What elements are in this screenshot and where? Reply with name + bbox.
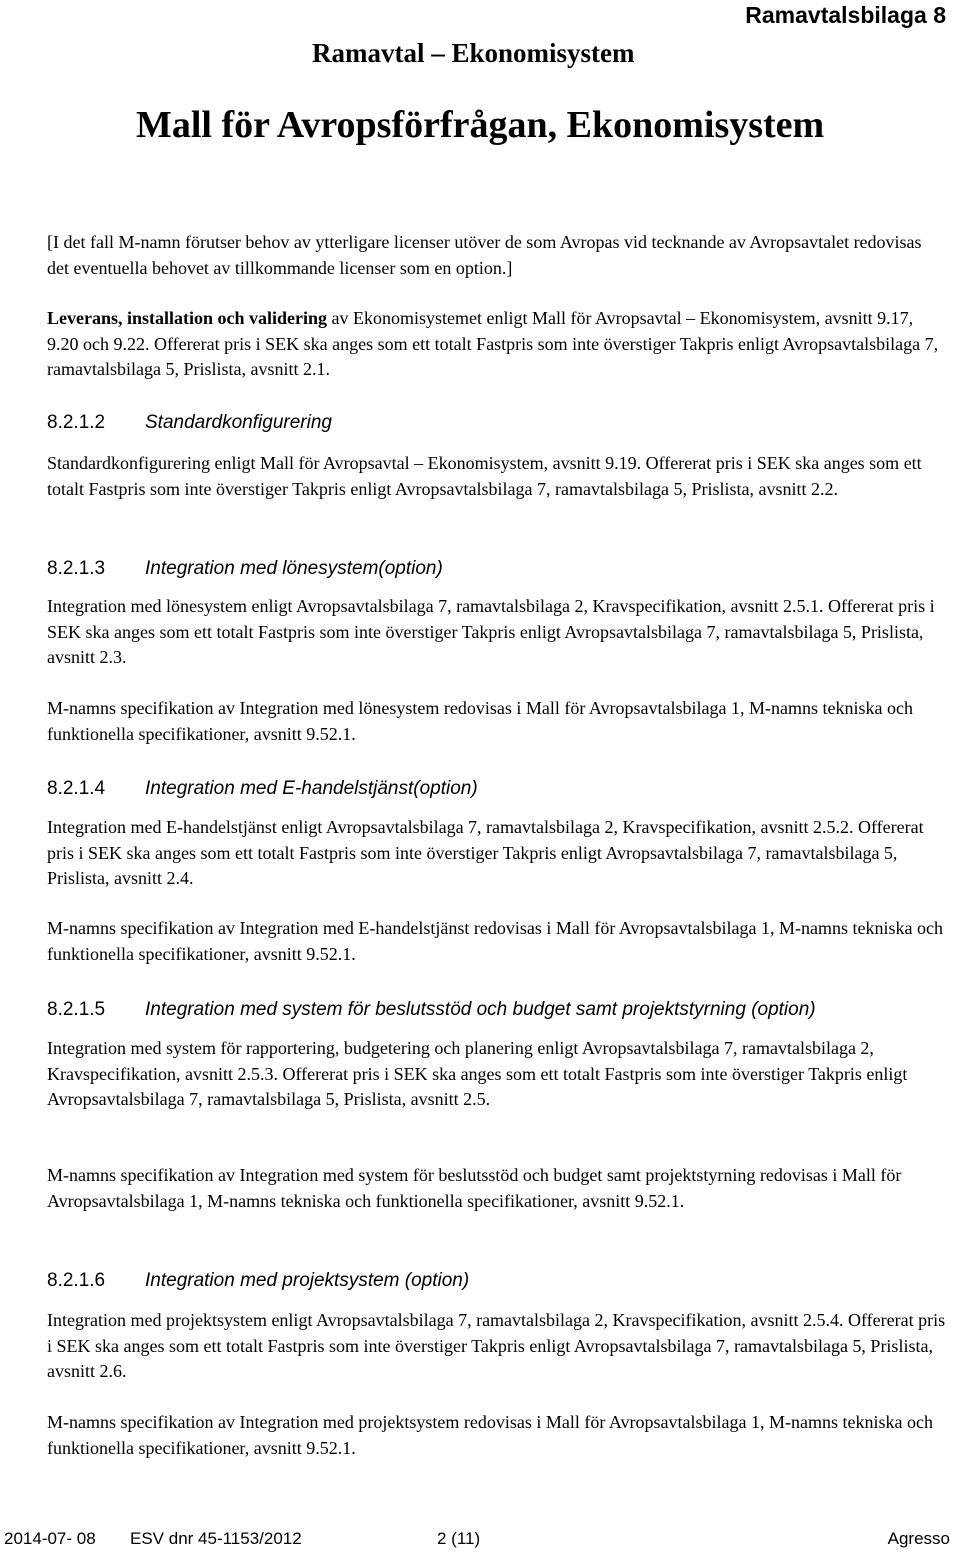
intro-note: [I det fall M-namn förutser behov av ytterligare licenser utöver de som Avropas vid tecknande av Avropsavtalet redovisas det eventuella behovet av tillkommande licenser som en option.]	[47, 232, 922, 278]
footer-date: 2014-07- 08	[4, 1529, 96, 1548]
section-heading	[47, 558, 443, 580]
document-header: Ramavtal – Ekonomisystem	[312, 38, 635, 68]
footer-page-number: 2 (11)	[437, 1529, 481, 1548]
section-title: Integration med system för beslutsstöd och budget samt projektstyrning (option)	[145, 999, 816, 1020]
section-number: 8.2.1.6	[47, 1270, 106, 1291]
section-heading	[47, 412, 332, 434]
section-paragraph: M-namns specifikation av Integration med E-handelstjänst redovisas i Mall för Avropsavtalsbilaga 1, M-namns tekniska och funktionella specifikationer, avsnitt 9.52.1.	[47, 918, 943, 964]
section-paragraph: M-namns specifikation av Integration med projektsystem redovisas i Mall för Avropsavtalsbilaga 1, M-namns tekniska och funktionella specifikationer, avsnitt 9.52.1.	[47, 1412, 933, 1458]
document-label: Ramavtalsbilaga 8	[745, 2, 946, 28]
footer-product: Agresso	[887, 1529, 950, 1548]
intro-bold-lead: Leverans, installation och validering	[47, 308, 328, 328]
section-paragraph: Integration med projektsystem enligt Avropsavtalsbilaga 7, ramavtalsbilaga 2, Kravspecifikation, avsnitt 2.5.4. Offererat pris i SEK ska anges som ett totalt Fastpris som inte överstiger Takpris enligt Avropsavtalsbilaga 7, ramavtalsbilaga 5, Prislista, avsnitt 2.6.	[47, 1310, 946, 1382]
section-title: Integration med projektsystem (option)	[145, 1270, 470, 1291]
section-paragraph: Integration med lönesystem enligt Avropsavtalsbilaga 7, ramavtalsbilaga 2, Kravspecifikation, avsnitt 2.5.1. Offererat pris i SEK ska anges som ett totalt Fastpris som inte överstiger Takpris enligt Avropsavtalsbilaga 7, ramavtalsbilaga 5, Prislista, avsnitt 2.3.	[47, 596, 935, 668]
section-title: Integration med E-handelstjänst(option)	[145, 778, 478, 799]
page-title: Mall för Avropsförfrågan, Ekonomisystem	[136, 104, 825, 146]
footer-dnr: ESV dnr 45-1153/2012	[130, 1529, 302, 1548]
section-paragraph: Integration med E-handelstjänst enligt Avropsavtalsbilaga 7, ramavtalsbilaga 2, Kravspecifikation, avsnitt 2.5.2. Offererat pris i SEK ska anges som ett totalt Fastpris som inte överstiger Takpris enligt Avropsavtalsbilaga 7, ramavtalsbilaga 5, Prislista, avsnitt 2.4.	[47, 817, 924, 889]
intro-paragraph	[47, 306, 947, 383]
section-number: 8.2.1.2	[47, 412, 106, 433]
section-paragraph: Integration med system för rapportering, budgetering och planering enligt Avropsavtalsbilaga 7, ramavtalsbilaga 2, Kravspecifikation, avsnitt 2.5.3. Offererat pris i SEK ska anges som ett totalt Fastpris som inte överstiger Takpris enligt Avropsavtalsbilaga 7, ramavtalsbilaga 5, Prislista, avsnitt 2.5.	[47, 1038, 908, 1110]
section-number: 8.2.1.3	[47, 558, 106, 579]
section-title: Integration med lönesystem(option)	[145, 558, 443, 579]
section-heading	[47, 999, 816, 1021]
section-heading	[47, 1270, 469, 1292]
section-title: Standardkonfigurering	[145, 412, 332, 433]
intro-rest: av Ekonomisystemet enligt Mall för Avropsavtal – Ekonomisystem, avsnitt 9.17, 9.20 och 9.22. Offererat pris i SEK ska anges som ett totalt Fastpris som inte överstiger Takpris enligt Avropsavtalsbilaga 7, ramavtalsbilaga 5, Prislista, avsnitt 2.1.	[47, 308, 939, 380]
section-paragraph: M-namns specifikation av Integration med system för beslutsstöd och budget samt projektstyrning redovisas i Mall för Avropsavtalsbilaga 1, M-namns tekniska och funktionella specifikationer, avsnitt 9.52.1.	[47, 1165, 902, 1211]
section-paragraph: Standardkonfigurering enligt Mall för Avropsavtal – Ekonomisystem, avsnitt 9.19. Offererat pris i SEK ska anges som ett totalt Fastpris som inte överstiger Takpris enligt Avropsavtalsbilaga 7, ramavtalsbilaga 5, Prislista, avsnitt 2.2.	[47, 453, 922, 499]
section-number: 8.2.1.5	[47, 999, 106, 1020]
section-number: 8.2.1.4	[47, 778, 106, 799]
section-paragraph: M-namns specifikation av Integration med lönesystem redovisas i Mall för Avropsavtalsbilaga 1, M-namns tekniska och funktionella specifikationer, avsnitt 9.52.1.	[47, 698, 913, 744]
section-heading	[47, 778, 478, 800]
